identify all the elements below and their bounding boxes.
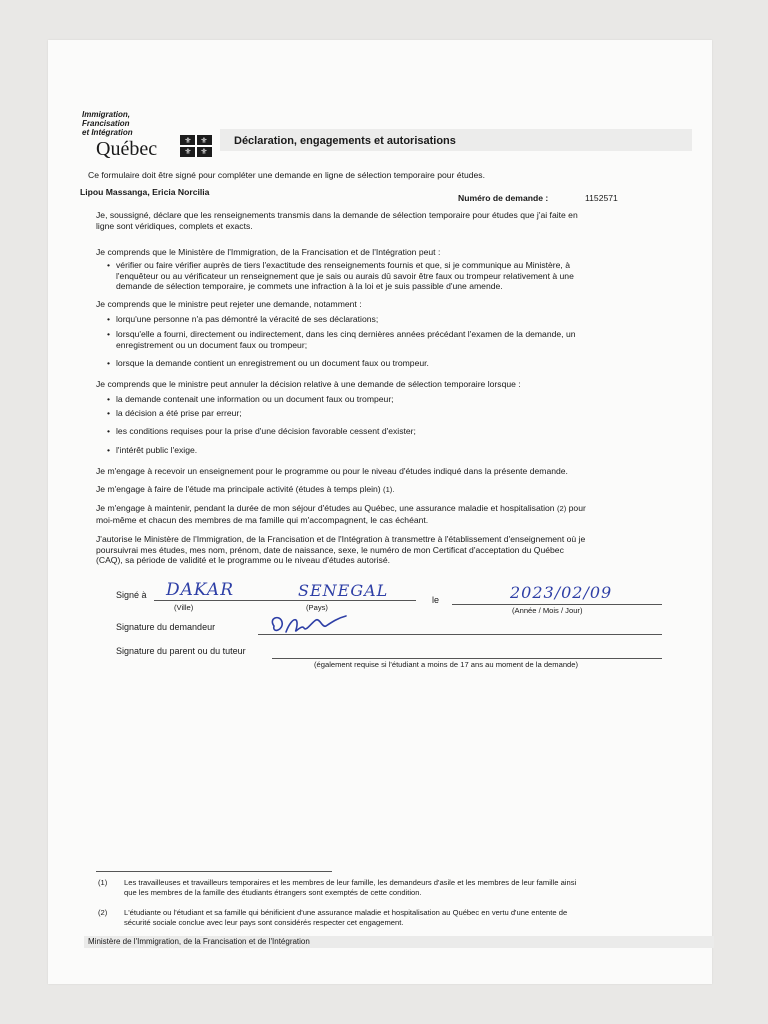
bullet-icon: • — [107, 408, 111, 418]
cancel-bullet-1-text: la demande contenait une information ou un document faux ou trompeur; — [116, 394, 394, 404]
document-page — [48, 40, 712, 984]
footnote-1 — [124, 878, 576, 898]
city-country-line — [154, 600, 416, 601]
cancel-bullet-3 — [107, 426, 416, 437]
reject-bullet-1 — [107, 314, 379, 325]
applicant-name: Lipou Massanga, Ericia Norcilia — [80, 187, 210, 197]
commitment-2-text: Je m'engage à faire de l'étude ma principale activité (études à temps plein) — [96, 484, 381, 494]
ministry-line-3: et Intégration — [82, 128, 133, 137]
verify-bullet-line-1: vérifier ou faire vérifier auprès de tiers l'exactitude des renseignements fournis et que, si je communique au Ministère, à — [116, 260, 570, 270]
footnote-1-number: (1) — [98, 878, 108, 887]
reject-bullet-1-text: lorqu'une personne n'a pas démontré la véracité de ses déclarations; — [116, 314, 379, 324]
request-number-label: Numéro de demande : — [458, 193, 549, 203]
bullet-icon: • — [107, 394, 111, 404]
reject-bullet-2 — [107, 329, 576, 350]
verify-bullet — [107, 260, 574, 292]
verify-bullet-line-2: l'enquêteur ou au vérificateur un renseignement que je sais ou aurais dû savoir être faux ou trompeur relativement à une — [116, 270, 574, 281]
footnote-ref-1: (1). — [383, 485, 395, 494]
authorization-line-3: (CAQ), sa période de validité et le programme ou le niveau d'études autorisé. — [96, 555, 390, 565]
cancel-bullet-2 — [107, 408, 242, 419]
request-number-value: 1152571 — [585, 193, 618, 203]
section-reject-heading: Je comprends que le ministre peut rejeter une demande, notamment : — [96, 299, 362, 309]
signed-at-label: Signé à — [116, 590, 147, 600]
authorization-line-1: J'autorise le Ministère de l'Immigration, de la Francisation et de l'Intégration à transmettre à l'établissement d'enseignement où je — [96, 534, 586, 544]
country-handwritten: SENEGAL — [298, 581, 389, 600]
date-caption: (Année / Mois / Jour) — [512, 606, 583, 615]
cancel-bullet-4-text: l'intérêt public l'exige. — [116, 445, 198, 455]
declaration-line-2: ligne sont véridiques, complets et exacts. — [96, 220, 253, 231]
reject-bullet-3-text: lorsque la demande contient un enregistrement ou un document faux ou trompeur. — [116, 358, 429, 368]
authorization-line-2: poursuivrai mes études, mes nom, prénom, date de naissance, sexe, le numéro de mon Certificat d'acceptation du Québec — [96, 544, 564, 555]
city-handwritten: DAKAR — [166, 580, 234, 600]
cancel-bullet-1 — [107, 394, 394, 405]
ministry-name — [82, 110, 133, 137]
footnote-1-line-2: que les membres de la famille des étudiants étrangers sont exemptés de cette condition. — [124, 888, 422, 897]
verify-bullet-line-3: demande de sélection temporaire, je commets une infraction à la loi et je suis passible d'une amende. — [116, 281, 503, 291]
footnote-2 — [124, 908, 567, 928]
form-title: Déclaration, engagements et autorisations — [234, 135, 456, 147]
declaration-line-1: Je, soussigné, déclare que les renseignements transmis dans la demande de sélection temporaire pour études que j'ai faite en — [96, 210, 578, 220]
bullet-icon: • — [107, 260, 111, 270]
quebec-logo-text: Québec — [96, 138, 158, 160]
commitment-3-line-1-end: pour — [568, 503, 586, 513]
cancel-bullet-3-text: les conditions requises pour la prise d'une décision favorable cessent d'exister; — [116, 426, 416, 436]
reject-bullet-2-line-2: enregistrement ou un document faux ou trompeur; — [116, 339, 308, 350]
parent-signature-line — [272, 658, 662, 659]
date-handwritten: 2023/02/09 — [510, 583, 613, 602]
country-caption: (Pays) — [306, 603, 328, 612]
applicant-signature-label: Signature du demandeur — [116, 622, 216, 632]
parent-signature-note: (également requise si l'étudiant a moins de 17 ans au moment de la demande) — [314, 660, 579, 669]
commitment-2 — [96, 484, 394, 496]
footnote-ref-2: (2) — [556, 504, 567, 513]
commitment-3 — [96, 503, 586, 525]
date-on-label: le — [432, 595, 440, 605]
cancel-bullet-2-text: la décision a été prise par erreur; — [116, 408, 242, 418]
applicant-handwritten-signature — [266, 612, 356, 638]
authorization — [96, 534, 585, 566]
bullet-icon: • — [107, 358, 111, 368]
date-line — [452, 604, 662, 605]
commitment-3-line-1: Je m'engage à maintenir, pendant la durée de mon séjour d'études au Québec, une assurance maladie et hospitalisation — [96, 503, 555, 513]
section-verify-heading: Je comprends que le Ministère de l'Immigration, de la Francisation et de l'Intégration peut : — [96, 247, 441, 257]
intro-text: Ce formulaire doit être signé pour compléter une demande en ligne de sélection temporaire pour études. — [88, 170, 485, 180]
section-cancel-heading: Je comprends que le ministre peut annuler la décision relative à une demande de sélection temporaire lorsque : — [96, 379, 521, 389]
bullet-icon: • — [107, 445, 111, 455]
bullet-icon: • — [107, 329, 111, 339]
bullet-icon: • — [107, 426, 111, 436]
commitment-3-line-2: moi-même et chacun des membres de ma famille qui m'accompagnent, le cas échéant. — [96, 514, 429, 525]
cancel-bullet-4 — [107, 445, 198, 456]
footnote-2-line-1: L'étudiante ou l'étudiant et sa famille qui bénificient d'une assurance maladie et hospitalisation au Québec en vertu d'une entente de — [124, 908, 568, 917]
reject-bullet-2-line-1: lorsqu'elle a fourni, directement ou indirectement, dans les cinq dernières années précédant l'examen de la demande, un — [116, 329, 576, 339]
footnote-2-number: (2) — [98, 908, 108, 917]
bullet-icon: • — [107, 314, 111, 324]
ministry-line-1: Immigration, — [82, 110, 131, 119]
ministry-line-2: Francisation — [82, 119, 130, 128]
commitment-1: Je m'engage à recevoir un enseignement pour le programme ou pour le niveau d'études indiqué dans la présente demande. — [96, 466, 568, 476]
footnote-2-line-2: sécurité sociale conclue avec leur pays sont considérés respecter cet engagement. — [124, 918, 404, 927]
declaration — [96, 210, 578, 231]
fleur-de-lis-icon: ⚜ ⚜ ⚜ ⚜ — [180, 135, 212, 157]
footer-ministry: Ministère de l'Immigration, de la Francisation et de l'Intégration — [88, 937, 310, 946]
footnote-separator — [96, 871, 332, 872]
reject-bullet-3 — [107, 358, 429, 369]
footnote-1-line-1: Les travailleuses et travailleurs temporaires et les membres de leur famille, les demandeurs d'asile et les membres de leur famille ainsi — [124, 878, 577, 887]
city-caption: (Ville) — [174, 603, 194, 612]
parent-signature-label: Signature du parent ou du tuteur — [116, 646, 246, 656]
